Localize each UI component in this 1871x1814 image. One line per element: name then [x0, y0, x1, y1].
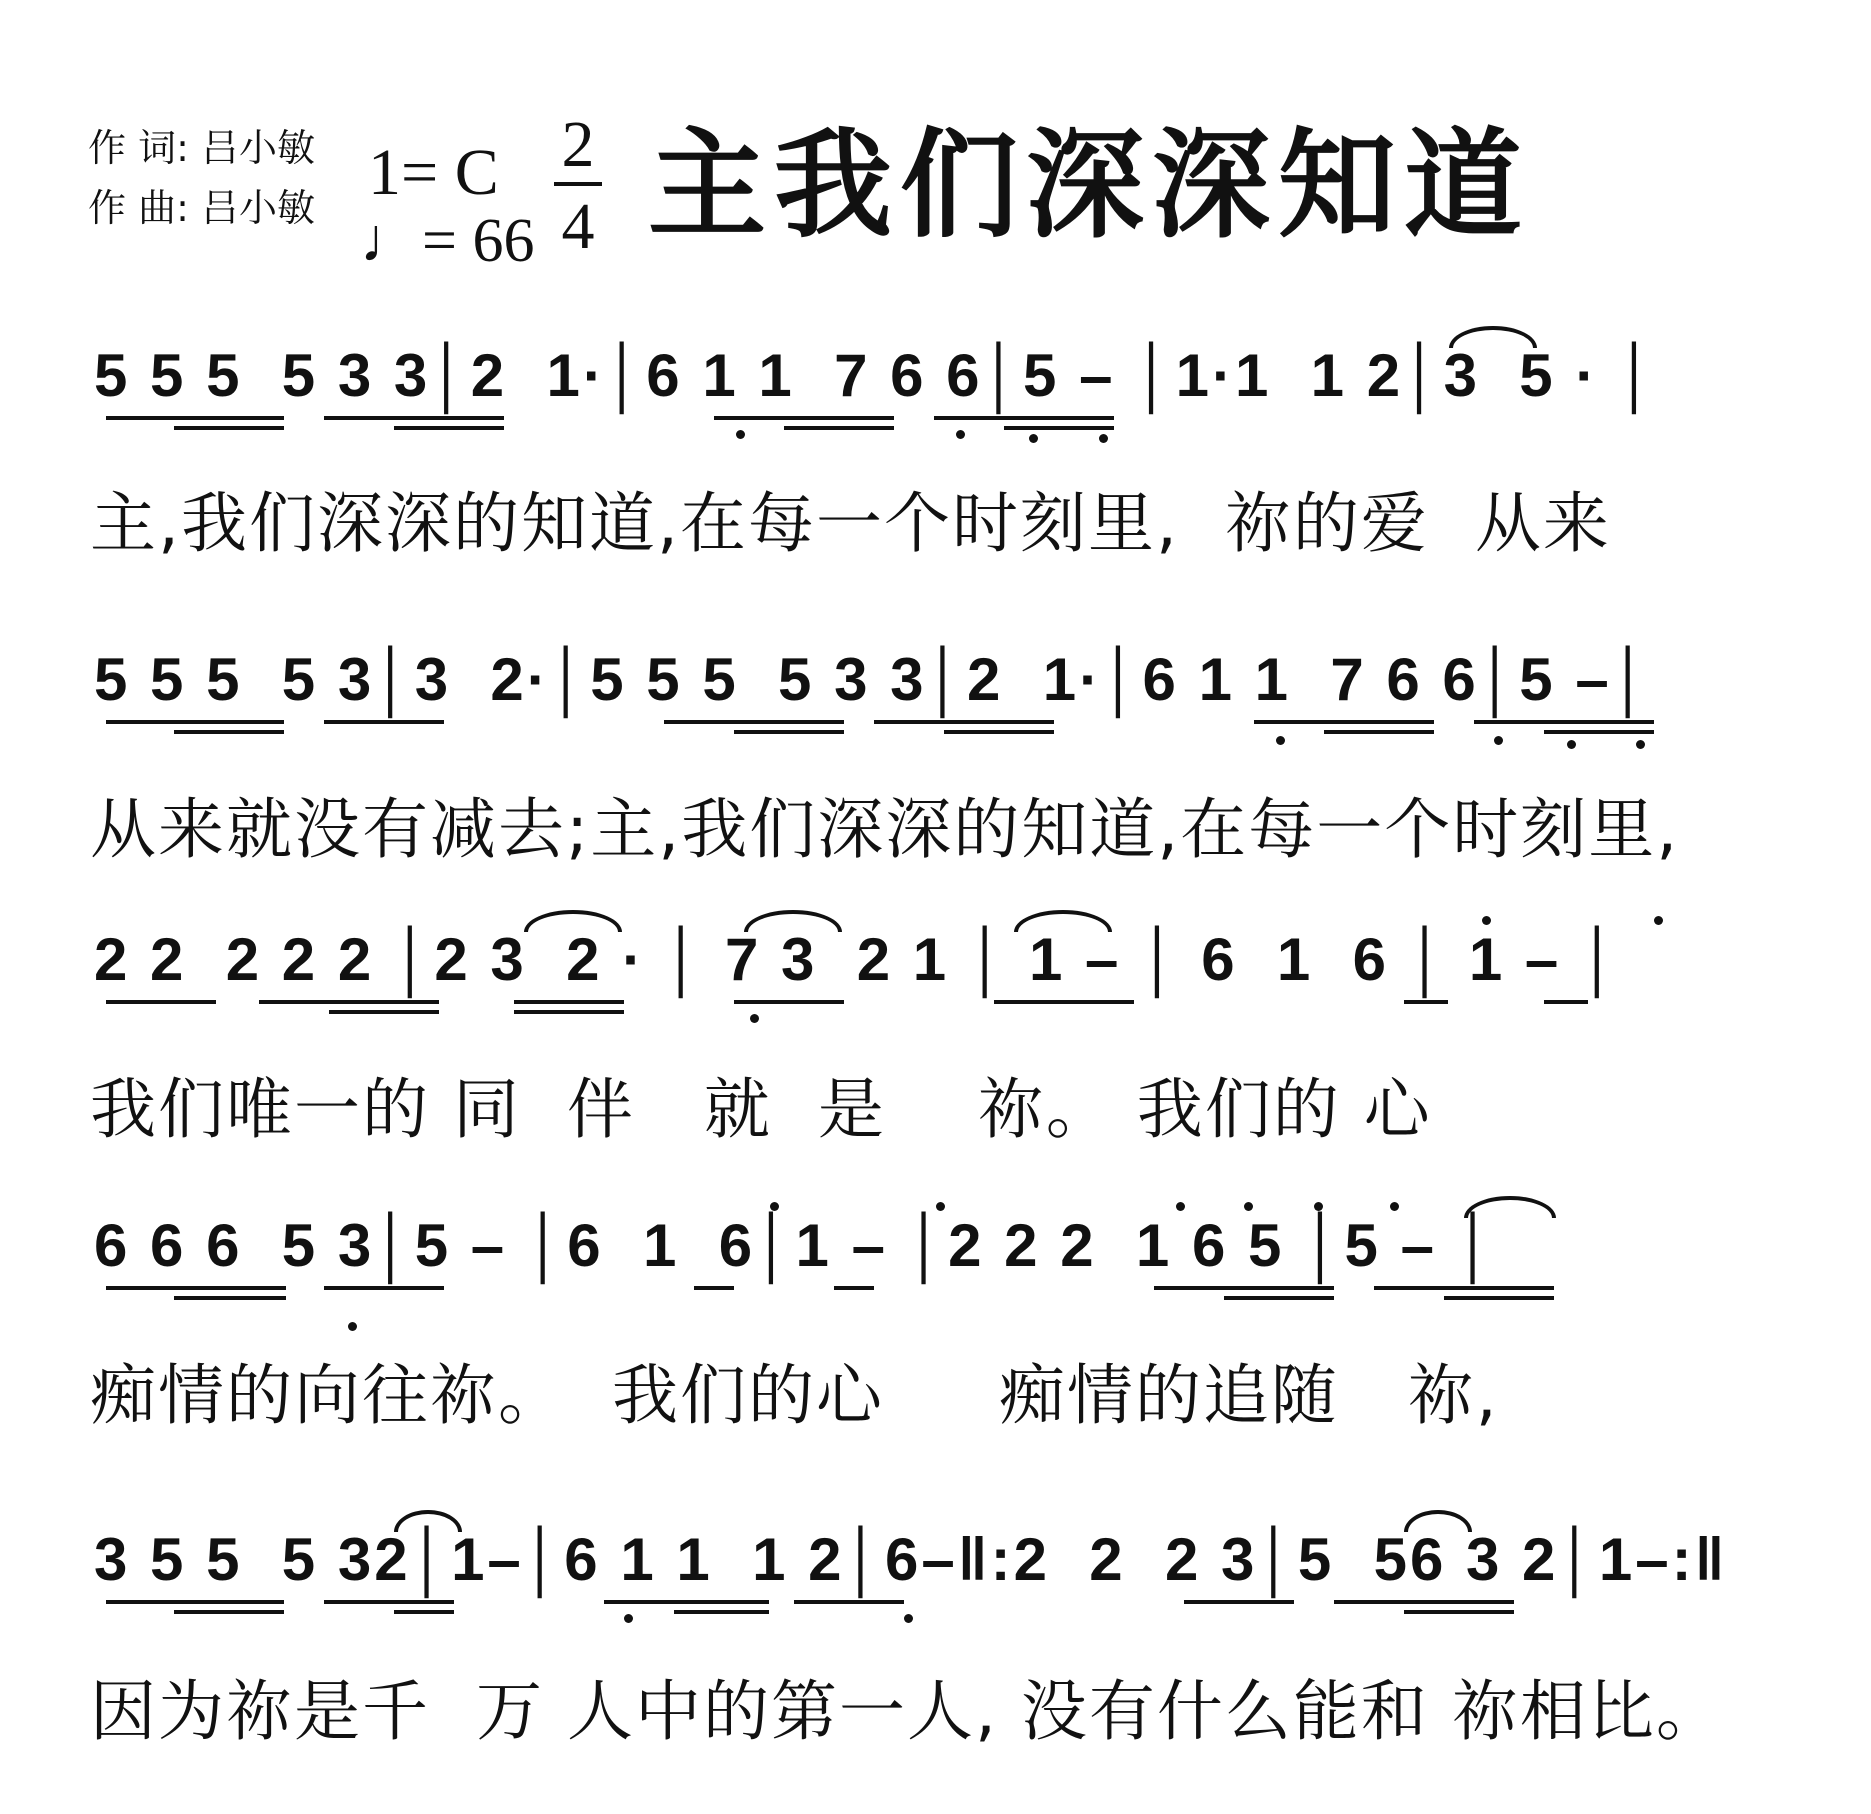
- beam: [734, 730, 844, 734]
- notation-line-4: [94, 1206, 1794, 1336]
- notation-line-2: [94, 640, 1794, 770]
- beam: [324, 1600, 454, 1604]
- beam: [106, 416, 284, 420]
- beam: [944, 730, 1054, 734]
- lyrics-line-1: 主,我们深深的知道,在每一个时刻里, 祢的爱 从来: [90, 485, 1611, 562]
- song-title: 主我们深深知道: [648, 116, 1531, 254]
- low-octave-dot: [624, 1614, 633, 1623]
- key-signature: 1= C: [368, 136, 499, 209]
- notation-line-3: [94, 920, 1794, 1050]
- low-octave-dot: [348, 1322, 357, 1331]
- slur: [524, 910, 622, 932]
- beam: [604, 1600, 769, 1604]
- beam: [329, 1010, 439, 1014]
- beam: [1444, 1296, 1554, 1300]
- lyricist-credit: 作 词: 吕小敏: [88, 126, 315, 170]
- high-octave-dot: [1244, 1202, 1253, 1211]
- beam: [784, 426, 894, 430]
- notation-line-1: [94, 336, 1794, 466]
- time-signature: [548, 108, 608, 263]
- beam: [674, 1610, 769, 1614]
- high-octave-dot: [770, 1202, 779, 1211]
- beam: [934, 416, 1114, 420]
- notes-line-3: 2 2 2 2 2 │2 3 2 · │ 7 3 2 1 │ 1 – │ 6 1 6 │ 1 – │: [94, 926, 1622, 993]
- slur: [1014, 910, 1112, 932]
- beam: [514, 1000, 624, 1004]
- slur: [394, 1510, 462, 1532]
- notes-line-2: 5 5 5 5 3│3 2·│5 5 5 5 3 3│2 1·│6 1 1 7 6 6│5 –│: [94, 646, 1653, 713]
- tempo-marking: ♩= 66: [360, 207, 535, 275]
- beam: [1544, 730, 1654, 734]
- beam: [1254, 720, 1434, 724]
- beam: [1154, 1286, 1334, 1290]
- lyrics-line-2: 从来就没有减去;主,我们深深的知道,在每一个时刻里,: [90, 791, 1680, 868]
- notes-line-1: 5 5 5 5 3 3│2 1·│6 1 1 7 6 6│5 – │1·1 1 2│3 5 · │: [94, 342, 1659, 409]
- beam: [174, 730, 284, 734]
- beam: [394, 426, 504, 430]
- lyrics-line-5: 因为祢是千 万 人中的第一人, 没有什么能和 祢相比。: [90, 1673, 1724, 1750]
- lyrics-line-3: 我们唯一的 同 伴 就 是 祢。 我们的 心: [90, 1071, 1432, 1148]
- beam: [1324, 730, 1434, 734]
- notes-line-5: 3 5 5 5 32│1–│6 1 1 1 2│6–‖:2 2 2 3│5 56 3 2│1–:‖: [94, 1526, 1728, 1593]
- credits: [88, 118, 315, 238]
- notation-line-5: [94, 1520, 1794, 1650]
- beam: [174, 1296, 286, 1300]
- beam: [1404, 1610, 1514, 1614]
- low-octave-dot: [956, 430, 965, 439]
- beam: [259, 1000, 439, 1004]
- beam: [1224, 1296, 1334, 1300]
- beam: [694, 1286, 734, 1290]
- beam: [1374, 1286, 1554, 1290]
- beam: [324, 1286, 444, 1290]
- low-octave-dot: [904, 1614, 913, 1623]
- beam: [1544, 1000, 1588, 1004]
- beam: [106, 1600, 284, 1604]
- composer-credit: 作 曲: 吕小敏: [88, 186, 315, 230]
- high-octave-dot: [936, 1202, 945, 1211]
- beam: [174, 426, 284, 430]
- high-octave-dot: [1654, 916, 1663, 925]
- high-octave-dot: [1314, 1202, 1323, 1211]
- slur: [744, 910, 842, 932]
- beam: [1004, 426, 1114, 430]
- beam: [1334, 1600, 1514, 1604]
- beam: [874, 720, 1054, 724]
- beam: [394, 1610, 454, 1614]
- beam: [324, 416, 504, 420]
- beam: [174, 1610, 284, 1614]
- low-octave-dot: [1029, 434, 1038, 443]
- low-octave-dot: [1099, 434, 1108, 443]
- beam: [514, 1010, 624, 1014]
- beam: [324, 720, 444, 724]
- slur: [1449, 326, 1537, 348]
- beam: [106, 1000, 216, 1004]
- low-octave-dot: [1636, 740, 1645, 749]
- slur: [1464, 1196, 1556, 1218]
- beam: [834, 1286, 874, 1290]
- notes-line-4: 6 6 6 5 3│5 – │6 1 6│1 – │2 2 2 1 6 5 │5 – │: [94, 1212, 1498, 1279]
- slur: [1404, 1510, 1472, 1532]
- low-octave-dot: [1567, 740, 1576, 749]
- high-octave-dot: [1176, 1202, 1185, 1211]
- beam: [106, 1286, 286, 1290]
- low-octave-dot: [750, 1014, 759, 1023]
- lyrics-line-4: 痴情的向往祢。 我们的心 痴情的追随 祢,: [90, 1357, 1499, 1434]
- time-signature-bottom: 4: [561, 190, 595, 263]
- beam: [106, 720, 284, 724]
- beam: [664, 720, 844, 724]
- time-signature-top: 2: [561, 108, 595, 181]
- beam: [1404, 1000, 1448, 1004]
- beam: [1474, 720, 1654, 724]
- low-octave-dot: [736, 430, 745, 439]
- low-octave-dot: [1276, 736, 1285, 745]
- beam: [1094, 1000, 1134, 1004]
- beam: [794, 1600, 904, 1604]
- beam: [714, 416, 894, 420]
- beam: [994, 1000, 1104, 1004]
- beam: [734, 1000, 844, 1004]
- beam: [1184, 1600, 1294, 1604]
- high-octave-dot: [1390, 1202, 1399, 1211]
- high-octave-dot: [1482, 916, 1491, 925]
- fraction-bar: [554, 182, 602, 186]
- low-octave-dot: [1494, 736, 1503, 745]
